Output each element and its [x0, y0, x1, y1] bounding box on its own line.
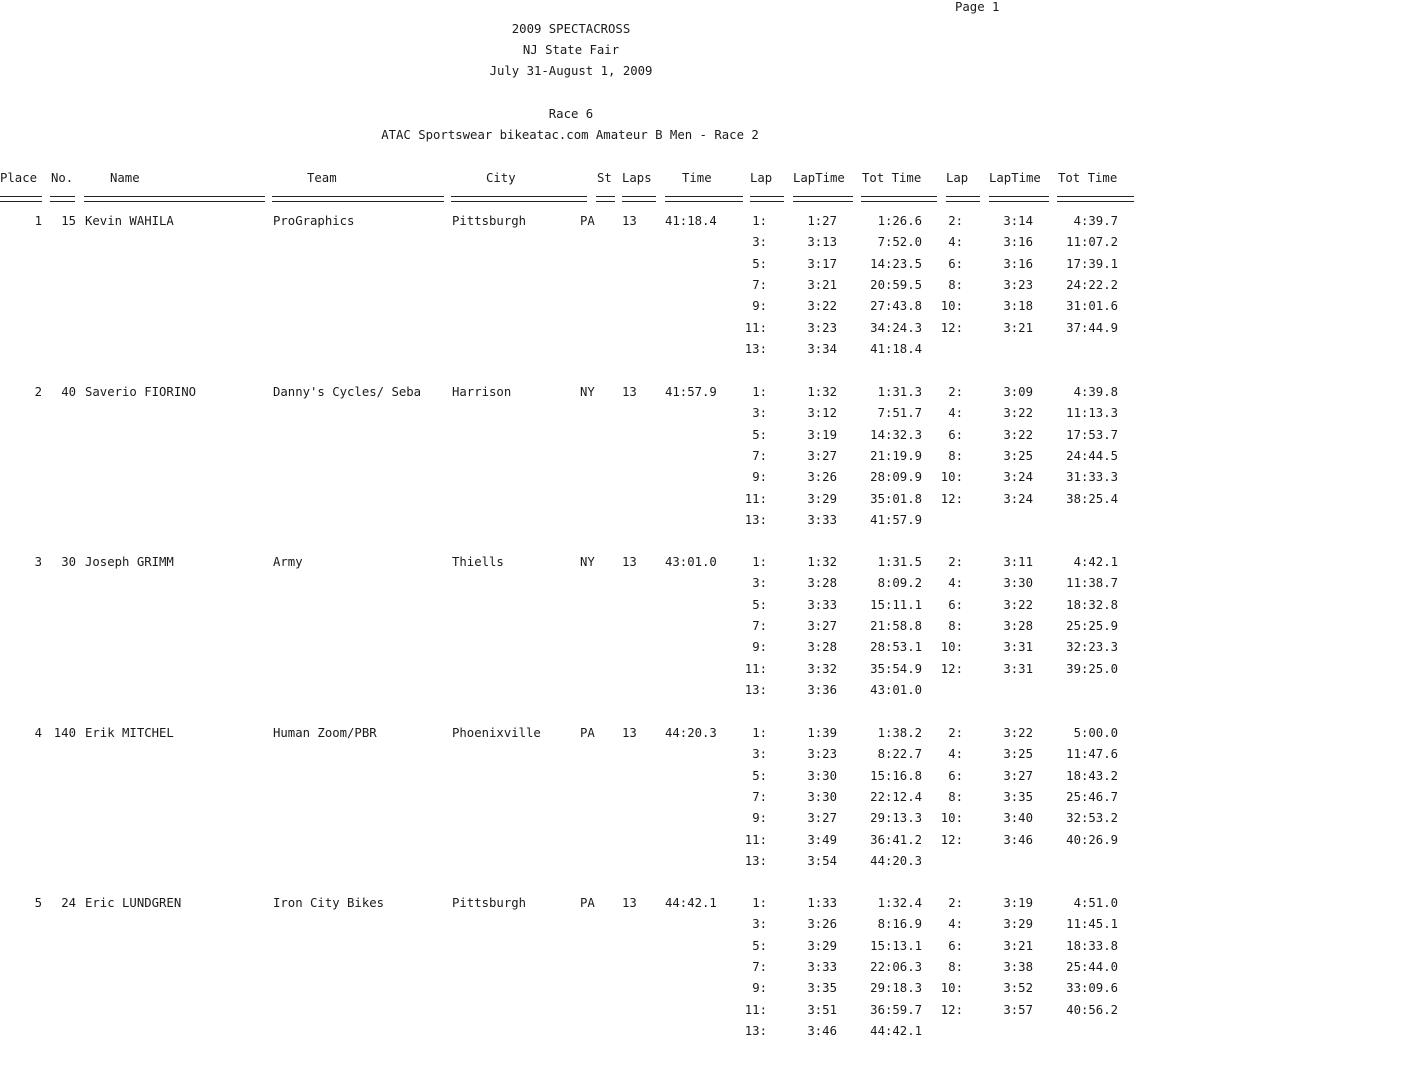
- col-header-time: Time: [682, 171, 712, 185]
- lap-row-tottime: 11:45.1: [1066, 917, 1118, 931]
- result-name: Erik MITCHEL: [85, 726, 174, 740]
- lap-row-laptime: 3:19: [807, 428, 837, 442]
- result-name: Kevin WAHILA: [85, 214, 174, 228]
- lap-row-laptime: 3:33: [807, 513, 837, 527]
- lap-row-lap: 11:: [744, 492, 767, 506]
- lap-row-laptime: 3:24: [1003, 492, 1033, 506]
- lap-row-laptime: 3:32: [807, 662, 837, 676]
- lap-row-lap: 2:: [948, 214, 963, 228]
- lap-row-tottime: 25:46.7: [1066, 790, 1118, 804]
- lap-row-laptime: 3:18: [1003, 299, 1033, 313]
- lap-row-lap: 3:: [752, 576, 767, 590]
- rule-tottime-1: [861, 196, 937, 202]
- lap-row-laptime: 3:35: [807, 981, 837, 995]
- lap-row-tottime: 17:53.7: [1066, 428, 1118, 442]
- lap-row-laptime: 3:23: [1003, 278, 1033, 292]
- lap-row-lap: 10:: [940, 811, 963, 825]
- lap-row-tottime: 11:38.7: [1066, 576, 1118, 590]
- lap-row-laptime: 3:35: [1003, 790, 1033, 804]
- lap-row-lap: 8:: [948, 960, 963, 974]
- lap-row-lap: 8:: [948, 278, 963, 292]
- lap-row-lap: 1:: [752, 555, 767, 569]
- lap-row-laptime: 3:28: [1003, 619, 1033, 633]
- result-time: 41:18.4: [665, 214, 717, 228]
- lap-row-lap: 3:: [752, 235, 767, 249]
- lap-row-laptime: 3:28: [807, 640, 837, 654]
- lap-row-tottime: 8:22.7: [877, 747, 922, 761]
- lap-row-lap: 2:: [948, 555, 963, 569]
- lap-row-tottime: 44:20.3: [870, 854, 922, 868]
- col-header-name: Name: [110, 171, 140, 185]
- lap-row-tottime: 17:39.1: [1066, 257, 1118, 271]
- lap-row-laptime: 3:27: [807, 449, 837, 463]
- race-number: Race 6: [548, 107, 594, 121]
- result-laps: 13: [622, 896, 637, 910]
- rule-lap-2: [946, 196, 980, 202]
- result-st: NY: [580, 385, 595, 399]
- lap-row-tottime: 32:53.2: [1066, 811, 1118, 825]
- result-laps: 13: [622, 385, 637, 399]
- lap-row-tottime: 4:39.8: [1073, 385, 1118, 399]
- lap-row-tottime: 11:13.3: [1066, 406, 1118, 420]
- lap-row-tottime: 1:31.3: [877, 385, 922, 399]
- lap-row-tottime: 27:43.8: [870, 299, 922, 313]
- lap-row-lap: 1:: [752, 726, 767, 740]
- lap-row-laptime: 1:32: [807, 555, 837, 569]
- lap-row-laptime: 3:26: [807, 470, 837, 484]
- lap-row-laptime: 3:38: [1003, 960, 1033, 974]
- lap-row-tottime: 5:00.0: [1073, 726, 1118, 740]
- lap-row-laptime: 3:28: [807, 576, 837, 590]
- lap-row-laptime: 3:27: [1003, 769, 1033, 783]
- lap-row-tottime: 31:01.6: [1066, 299, 1118, 313]
- result-no: 15: [61, 214, 76, 228]
- lap-row-lap: 7:: [752, 278, 767, 292]
- lap-row-tottime: 38:25.4: [1066, 492, 1118, 506]
- result-team: Human Zoom/PBR: [273, 726, 377, 740]
- lap-row-laptime: 3:09: [1003, 385, 1033, 399]
- page-number: Page 1: [955, 0, 1000, 14]
- lap-row-laptime: 3:22: [1003, 428, 1033, 442]
- lap-row-laptime: 3:30: [807, 790, 837, 804]
- lap-row-lap: 11:: [744, 833, 767, 847]
- lap-row-laptime: 3:33: [807, 598, 837, 612]
- lap-row-tottime: 4:51.0: [1073, 896, 1118, 910]
- lap-row-tottime: 28:09.9: [870, 470, 922, 484]
- lap-row-laptime: 3:16: [1003, 235, 1033, 249]
- col-header-place: Place: [0, 171, 38, 185]
- rule-lap-1: [750, 196, 784, 202]
- result-place: 1: [34, 214, 42, 228]
- result-no: 30: [61, 555, 76, 569]
- lap-row-lap: 9:: [752, 811, 767, 825]
- lap-row-tottime: 39:25.0: [1066, 662, 1118, 676]
- lap-row-tottime: 31:33.3: [1066, 470, 1118, 484]
- lap-row-laptime: 3:12: [807, 406, 837, 420]
- lap-row-laptime: 3:13: [807, 235, 837, 249]
- result-st: PA: [580, 214, 595, 228]
- lap-row-tottime: 25:25.9: [1066, 619, 1118, 633]
- lap-row-laptime: 3:30: [807, 769, 837, 783]
- lap-row-tottime: 29:18.3: [870, 981, 922, 995]
- event-dates: July 31-August 1, 2009: [489, 64, 653, 78]
- lap-row-tottime: 29:13.3: [870, 811, 922, 825]
- lap-row-laptime: 3:27: [807, 619, 837, 633]
- lap-row-laptime: 3:51: [807, 1003, 837, 1017]
- lap-row-laptime: 3:21: [1003, 321, 1033, 335]
- lap-row-laptime: 3:31: [1003, 640, 1033, 654]
- lap-row-laptime: 3:29: [807, 492, 837, 506]
- result-no: 40: [61, 385, 76, 399]
- lap-row-lap: 10:: [940, 299, 963, 313]
- lap-row-tottime: 43:01.0: [870, 683, 922, 697]
- lap-row-tottime: 37:44.9: [1066, 321, 1118, 335]
- lap-row-lap: 8:: [948, 619, 963, 633]
- result-team: Army: [273, 555, 303, 569]
- rule-st: [596, 196, 615, 202]
- result-no: 24: [61, 896, 76, 910]
- result-place: 4: [34, 726, 42, 740]
- lap-row-laptime: 1:27: [807, 214, 837, 228]
- lap-row-lap: 7:: [752, 960, 767, 974]
- rule-name: [84, 196, 265, 202]
- col-header-laps: Laps: [622, 171, 652, 185]
- result-name: Saverio FIORINO: [85, 385, 197, 399]
- lap-row-lap: 5:: [752, 769, 767, 783]
- lap-row-laptime: 3:22: [1003, 598, 1033, 612]
- lap-row-laptime: 1:39: [807, 726, 837, 740]
- lap-row-laptime: 3:11: [1003, 555, 1033, 569]
- lap-row-tottime: 40:26.9: [1066, 833, 1118, 847]
- lap-row-lap: 5:: [752, 939, 767, 953]
- lap-row-tottime: 22:06.3: [870, 960, 922, 974]
- lap-row-lap: 9:: [752, 470, 767, 484]
- lap-row-tottime: 35:01.8: [870, 492, 922, 506]
- lap-row-laptime: 1:32: [807, 385, 837, 399]
- result-st: PA: [580, 896, 595, 910]
- lap-row-laptime: 3:34: [807, 342, 837, 356]
- lap-row-laptime: 1:33: [807, 896, 837, 910]
- lap-row-laptime: 3:14: [1003, 214, 1033, 228]
- lap-row-tottime: 44:42.1: [870, 1024, 922, 1038]
- col-header-tottime-2: Tot Time: [1058, 171, 1118, 185]
- result-team: ProGraphics: [273, 214, 355, 228]
- lap-row-lap: 13:: [744, 513, 767, 527]
- lap-row-lap: 12:: [940, 662, 963, 676]
- col-header-tottime-1: Tot Time: [862, 171, 922, 185]
- lap-row-tottime: 7:51.7: [877, 406, 922, 420]
- lap-row-tottime: 28:53.1: [870, 640, 922, 654]
- lap-row-tottime: 24:44.5: [1066, 449, 1118, 463]
- lap-row-tottime: 11:47.6: [1066, 747, 1118, 761]
- lap-row-lap: 13:: [744, 342, 767, 356]
- lap-row-tottime: 36:59.7: [870, 1003, 922, 1017]
- result-team: Danny's Cycles/ Seba: [273, 385, 422, 399]
- lap-row-lap: 10:: [940, 470, 963, 484]
- lap-row-tottime: 32:23.3: [1066, 640, 1118, 654]
- lap-row-laptime: 3:16: [1003, 257, 1033, 271]
- lap-row-tottime: 11:07.2: [1066, 235, 1118, 249]
- result-time: 44:42.1: [665, 896, 717, 910]
- lap-row-tottime: 22:12.4: [870, 790, 922, 804]
- lap-row-lap: 4:: [948, 406, 963, 420]
- lap-row-lap: 4:: [948, 235, 963, 249]
- result-place: 3: [34, 555, 42, 569]
- result-no: 140: [53, 726, 76, 740]
- lap-row-tottime: 15:11.1: [870, 598, 922, 612]
- result-city: Harrison: [452, 385, 512, 399]
- col-header-city: City: [486, 171, 516, 185]
- lap-row-tottime: 18:43.2: [1066, 769, 1118, 783]
- lap-row-lap: 2:: [948, 385, 963, 399]
- lap-row-tottime: 14:23.5: [870, 257, 922, 271]
- lap-row-tottime: 24:22.2: [1066, 278, 1118, 292]
- lap-row-laptime: 3:27: [807, 811, 837, 825]
- result-time: 41:57.9: [665, 385, 717, 399]
- lap-row-laptime: 3:21: [807, 278, 837, 292]
- lap-row-tottime: 14:32.3: [870, 428, 922, 442]
- lap-row-laptime: 3:46: [1003, 833, 1033, 847]
- result-laps: 13: [622, 555, 637, 569]
- lap-row-laptime: 3:29: [807, 939, 837, 953]
- col-header-laptime-2: LapTime: [989, 171, 1041, 185]
- lap-row-lap: 9:: [752, 981, 767, 995]
- rule-laps: [622, 196, 656, 202]
- lap-row-lap: 12:: [940, 492, 963, 506]
- lap-row-tottime: 1:31.5: [877, 555, 922, 569]
- lap-row-tottime: 33:09.6: [1066, 981, 1118, 995]
- lap-row-lap: 9:: [752, 640, 767, 654]
- result-name: Joseph GRIMM: [85, 555, 174, 569]
- lap-row-tottime: 36:41.2: [870, 833, 922, 847]
- result-city: Pittsburgh: [452, 214, 527, 228]
- result-city: Phoenixville: [452, 726, 541, 740]
- lap-row-tottime: 21:58.8: [870, 619, 922, 633]
- lap-row-lap: 11:: [744, 1003, 767, 1017]
- result-name: Eric LUNDGREN: [85, 896, 182, 910]
- lap-row-lap: 5:: [752, 257, 767, 271]
- lap-row-lap: 3:: [752, 747, 767, 761]
- lap-row-tottime: 8:09.2: [877, 576, 922, 590]
- lap-row-laptime: 3:22: [807, 299, 837, 313]
- lap-row-lap: 6:: [948, 257, 963, 271]
- lap-row-laptime: 3:46: [807, 1024, 837, 1038]
- lap-row-tottime: 15:16.8: [870, 769, 922, 783]
- lap-row-lap: 8:: [948, 449, 963, 463]
- event-venue: NJ State Fair: [522, 43, 620, 57]
- result-laps: 13: [622, 214, 637, 228]
- lap-row-lap: 2:: [948, 726, 963, 740]
- result-city: Pittsburgh: [452, 896, 527, 910]
- lap-row-lap: 5:: [752, 428, 767, 442]
- lap-row-laptime: 3:23: [807, 321, 837, 335]
- lap-row-laptime: 3:40: [1003, 811, 1033, 825]
- lap-row-laptime: 3:57: [1003, 1003, 1033, 1017]
- result-time: 44:20.3: [665, 726, 717, 740]
- rule-time: [665, 196, 743, 202]
- result-city: Thiells: [452, 555, 504, 569]
- col-header-st: St: [597, 171, 612, 185]
- event-title: 2009 SPECTACROSS: [511, 22, 631, 36]
- lap-row-laptime: 3:26: [807, 917, 837, 931]
- lap-row-tottime: 21:19.9: [870, 449, 922, 463]
- lap-row-lap: 13:: [744, 854, 767, 868]
- lap-row-tottime: 7:52.0: [877, 235, 922, 249]
- lap-row-lap: 10:: [940, 640, 963, 654]
- col-header-lap-2: Lap: [946, 171, 969, 185]
- rule-tottime-2: [1057, 196, 1134, 202]
- lap-row-laptime: 3:21: [1003, 939, 1033, 953]
- result-st: PA: [580, 726, 595, 740]
- lap-row-lap: 7:: [752, 449, 767, 463]
- lap-row-laptime: 3:52: [1003, 981, 1033, 995]
- lap-row-lap: 11:: [744, 321, 767, 335]
- rule-no: [50, 196, 75, 202]
- lap-row-laptime: 3:23: [807, 747, 837, 761]
- lap-row-lap: 2:: [948, 896, 963, 910]
- lap-row-tottime: 8:16.9: [877, 917, 922, 931]
- lap-row-laptime: 3:36: [807, 683, 837, 697]
- lap-row-tottime: 1:26.6: [877, 214, 922, 228]
- lap-row-tottime: 25:44.0: [1066, 960, 1118, 974]
- lap-row-tottime: 4:39.7: [1073, 214, 1118, 228]
- lap-row-lap: 4:: [948, 747, 963, 761]
- rule-laptime-2: [989, 196, 1049, 202]
- lap-row-laptime: 3:24: [1003, 470, 1033, 484]
- lap-row-laptime: 3:31: [1003, 662, 1033, 676]
- rule-team: [272, 196, 444, 202]
- lap-row-lap: 1:: [752, 385, 767, 399]
- col-header-team: Team: [307, 171, 337, 185]
- result-place: 2: [34, 385, 42, 399]
- lap-row-tottime: 41:57.9: [870, 513, 922, 527]
- lap-row-laptime: 3:22: [1003, 726, 1033, 740]
- lap-row-lap: 3:: [752, 917, 767, 931]
- lap-row-lap: 12:: [940, 833, 963, 847]
- lap-row-tottime: 1:38.2: [877, 726, 922, 740]
- col-header-laptime-1: LapTime: [793, 171, 845, 185]
- lap-row-lap: 1:: [752, 896, 767, 910]
- lap-row-lap: 9:: [752, 299, 767, 313]
- result-laps: 13: [622, 726, 637, 740]
- lap-row-lap: 11:: [744, 662, 767, 676]
- lap-row-tottime: 18:32.8: [1066, 598, 1118, 612]
- race-category: ATAC Sportswear bikeatac.com Amateur B Men - Race 2: [381, 128, 759, 142]
- lap-row-lap: 6:: [948, 939, 963, 953]
- result-st: NY: [580, 555, 595, 569]
- lap-row-lap: 10:: [940, 981, 963, 995]
- lap-row-lap: 7:: [752, 790, 767, 804]
- lap-row-lap: 7:: [752, 619, 767, 633]
- lap-row-lap: 4:: [948, 917, 963, 931]
- lap-row-tottime: 1:32.4: [877, 896, 922, 910]
- lap-row-laptime: 3:25: [1003, 449, 1033, 463]
- lap-row-lap: 3:: [752, 406, 767, 420]
- lap-row-lap: 6:: [948, 428, 963, 442]
- lap-row-lap: 12:: [940, 321, 963, 335]
- col-header-no: No.: [51, 171, 74, 185]
- lap-row-lap: 5:: [752, 598, 767, 612]
- lap-row-laptime: 3:29: [1003, 917, 1033, 931]
- lap-row-lap: 6:: [948, 769, 963, 783]
- lap-row-lap: 13:: [744, 683, 767, 697]
- result-place: 5: [34, 896, 42, 910]
- rule-city: [451, 196, 587, 202]
- lap-row-laptime: 3:25: [1003, 747, 1033, 761]
- lap-row-tottime: 18:33.8: [1066, 939, 1118, 953]
- lap-row-laptime: 3:33: [807, 960, 837, 974]
- lap-row-tottime: 34:24.3: [870, 321, 922, 335]
- lap-row-lap: 6:: [948, 598, 963, 612]
- lap-row-tottime: 41:18.4: [870, 342, 922, 356]
- rule-laptime-1: [793, 196, 853, 202]
- lap-row-tottime: 15:13.1: [870, 939, 922, 953]
- lap-row-laptime: 3:54: [807, 854, 837, 868]
- lap-row-laptime: 3:22: [1003, 406, 1033, 420]
- lap-row-lap: 4:: [948, 576, 963, 590]
- lap-row-lap: 13:: [744, 1024, 767, 1038]
- lap-row-lap: 12:: [940, 1003, 963, 1017]
- lap-row-laptime: 3:19: [1003, 896, 1033, 910]
- lap-row-tottime: 35:54.9: [870, 662, 922, 676]
- col-header-lap-1: Lap: [750, 171, 773, 185]
- lap-row-tottime: 4:42.1: [1073, 555, 1118, 569]
- lap-row-lap: 1:: [752, 214, 767, 228]
- lap-row-laptime: 3:30: [1003, 576, 1033, 590]
- lap-row-tottime: 40:56.2: [1066, 1003, 1118, 1017]
- lap-row-laptime: 3:49: [807, 833, 837, 847]
- rule-place: [0, 196, 42, 202]
- result-team: Iron City Bikes: [273, 896, 385, 910]
- lap-row-lap: 8:: [948, 790, 963, 804]
- lap-row-laptime: 3:17: [807, 257, 837, 271]
- lap-row-tottime: 20:59.5: [870, 278, 922, 292]
- result-time: 43:01.0: [665, 555, 717, 569]
